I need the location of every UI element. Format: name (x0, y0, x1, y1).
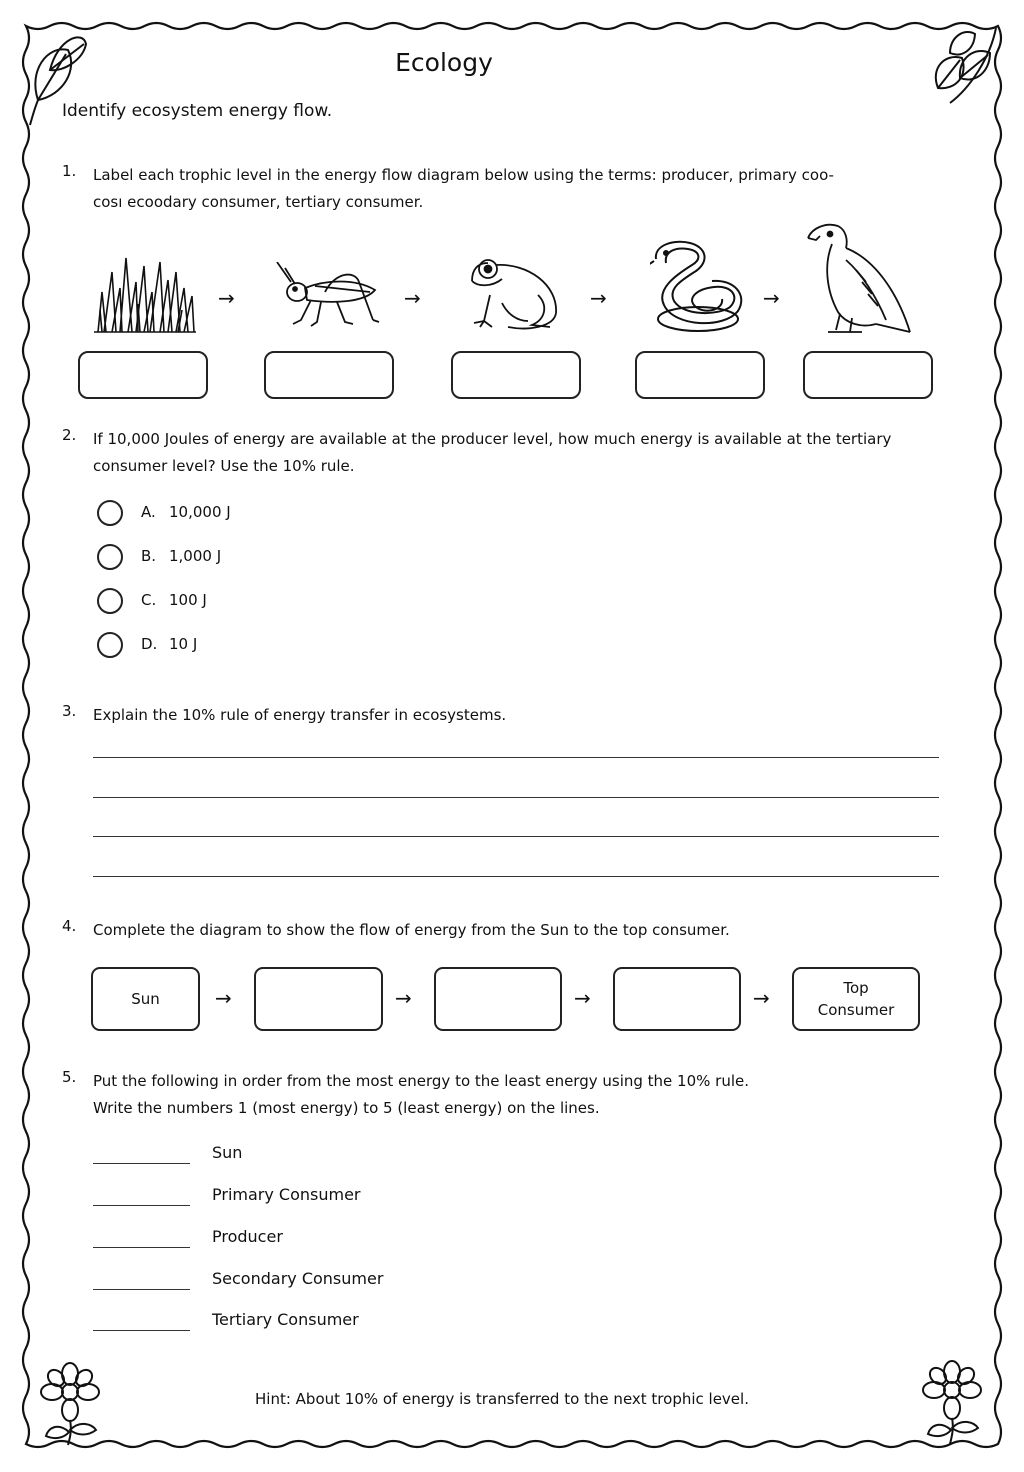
question-1-text (93, 162, 933, 216)
question-number: 5. (62, 1068, 77, 1086)
option-letter: C. (141, 591, 157, 609)
option-letter: A. (141, 503, 156, 521)
answer-line[interactable] (93, 836, 939, 837)
question-2-text (93, 426, 933, 480)
radio-circle[interactable] (97, 632, 123, 658)
arrow-icon: → (404, 286, 421, 310)
question-number: 3. (62, 702, 77, 720)
trophic-label-box[interactable] (635, 351, 765, 399)
snake-icon (650, 237, 745, 335)
grasshopper-icon (275, 262, 385, 332)
option-letter: D. (141, 635, 158, 653)
arrow-icon: → (395, 986, 412, 1010)
page-subtitle: Identify ecosystem energy flow. (62, 101, 333, 121)
flow-box-top-consumer (792, 967, 920, 1031)
order-item-label: Secondary Consumer (212, 1269, 384, 1288)
question-number: 2. (62, 426, 77, 444)
question-text-line: consumer level? Use the 10% rule. (93, 457, 355, 475)
arrow-icon: → (763, 286, 780, 310)
question-4-text: Complete the diagram to show the flow of energy from the Sun to the top consumer. (93, 921, 730, 939)
page-title: Ecology (395, 48, 493, 77)
trophic-label-box[interactable] (78, 351, 208, 399)
radio-circle[interactable] (97, 500, 123, 526)
arrow-icon: → (590, 286, 607, 310)
order-item-label: Producer (212, 1227, 283, 1246)
trophic-label-box[interactable] (264, 351, 394, 399)
order-item-label: Sun (212, 1143, 243, 1162)
flow-box-label: Top (843, 979, 869, 997)
option-value: 10 J (169, 635, 198, 653)
leaf-icon (936, 28, 996, 103)
hint-text: Hint: About 10% of energy is transferred to the next trophic level. (255, 1390, 749, 1408)
arrow-icon: → (215, 986, 232, 1010)
order-blank[interactable] (93, 1330, 190, 1331)
trophic-label-box[interactable] (803, 351, 933, 399)
order-item-label: Primary Consumer (212, 1185, 361, 1204)
option-value: 1,000 J (169, 547, 222, 565)
flow-box-label: Consumer (817, 1001, 895, 1019)
grass-icon (92, 252, 198, 334)
answer-line[interactable] (93, 797, 939, 798)
frog-icon (468, 255, 564, 333)
arrow-icon: → (574, 986, 591, 1010)
question-number: 4. (62, 917, 77, 935)
arrow-icon: → (753, 986, 770, 1010)
order-blank[interactable] (93, 1247, 190, 1248)
option-letter: B. (141, 547, 157, 565)
question-text-line: If 10,000 Joules of energy are available at the producer level, how much energy is available at the tertiary (93, 430, 892, 448)
hawk-icon (806, 220, 912, 336)
order-blank[interactable] (93, 1205, 190, 1206)
arrow-icon: → (218, 286, 235, 310)
question-text-line: Write the numbers 1 (most energy) to 5 (least energy) on the lines. (93, 1099, 600, 1117)
question-5-text (93, 1068, 933, 1122)
question-3-text: Explain the 10% rule of energy transfer in ecosystems. (93, 706, 507, 724)
question-text-line: Put the following in order from the most energy to the least energy using the 10% rule. (93, 1072, 749, 1090)
option-value: 100 J (169, 591, 207, 609)
flow-box-sun (91, 967, 200, 1031)
trophic-label-box[interactable] (451, 351, 581, 399)
radio-circle[interactable] (97, 588, 123, 614)
order-blank[interactable] (93, 1289, 190, 1290)
question-number: 1. (62, 162, 77, 180)
order-item-label: Tertiary Consumer (212, 1310, 359, 1329)
flow-box-blank[interactable] (613, 967, 741, 1031)
option-value: 10,000 J (169, 503, 231, 521)
flow-box-blank[interactable] (434, 967, 562, 1031)
flow-box-label: Sun (131, 990, 160, 1008)
order-blank[interactable] (93, 1163, 190, 1164)
question-text-line: Label each trophic level in the energy flow diagram below using the terms: producer, primary coo- (93, 166, 834, 184)
answer-line[interactable] (93, 876, 939, 877)
radio-circle[interactable] (97, 544, 123, 570)
question-text-line: cosı ecoodary consumer, tertiary consumer. (93, 193, 424, 211)
answer-line[interactable] (93, 757, 939, 758)
flow-box-blank[interactable] (254, 967, 383, 1031)
